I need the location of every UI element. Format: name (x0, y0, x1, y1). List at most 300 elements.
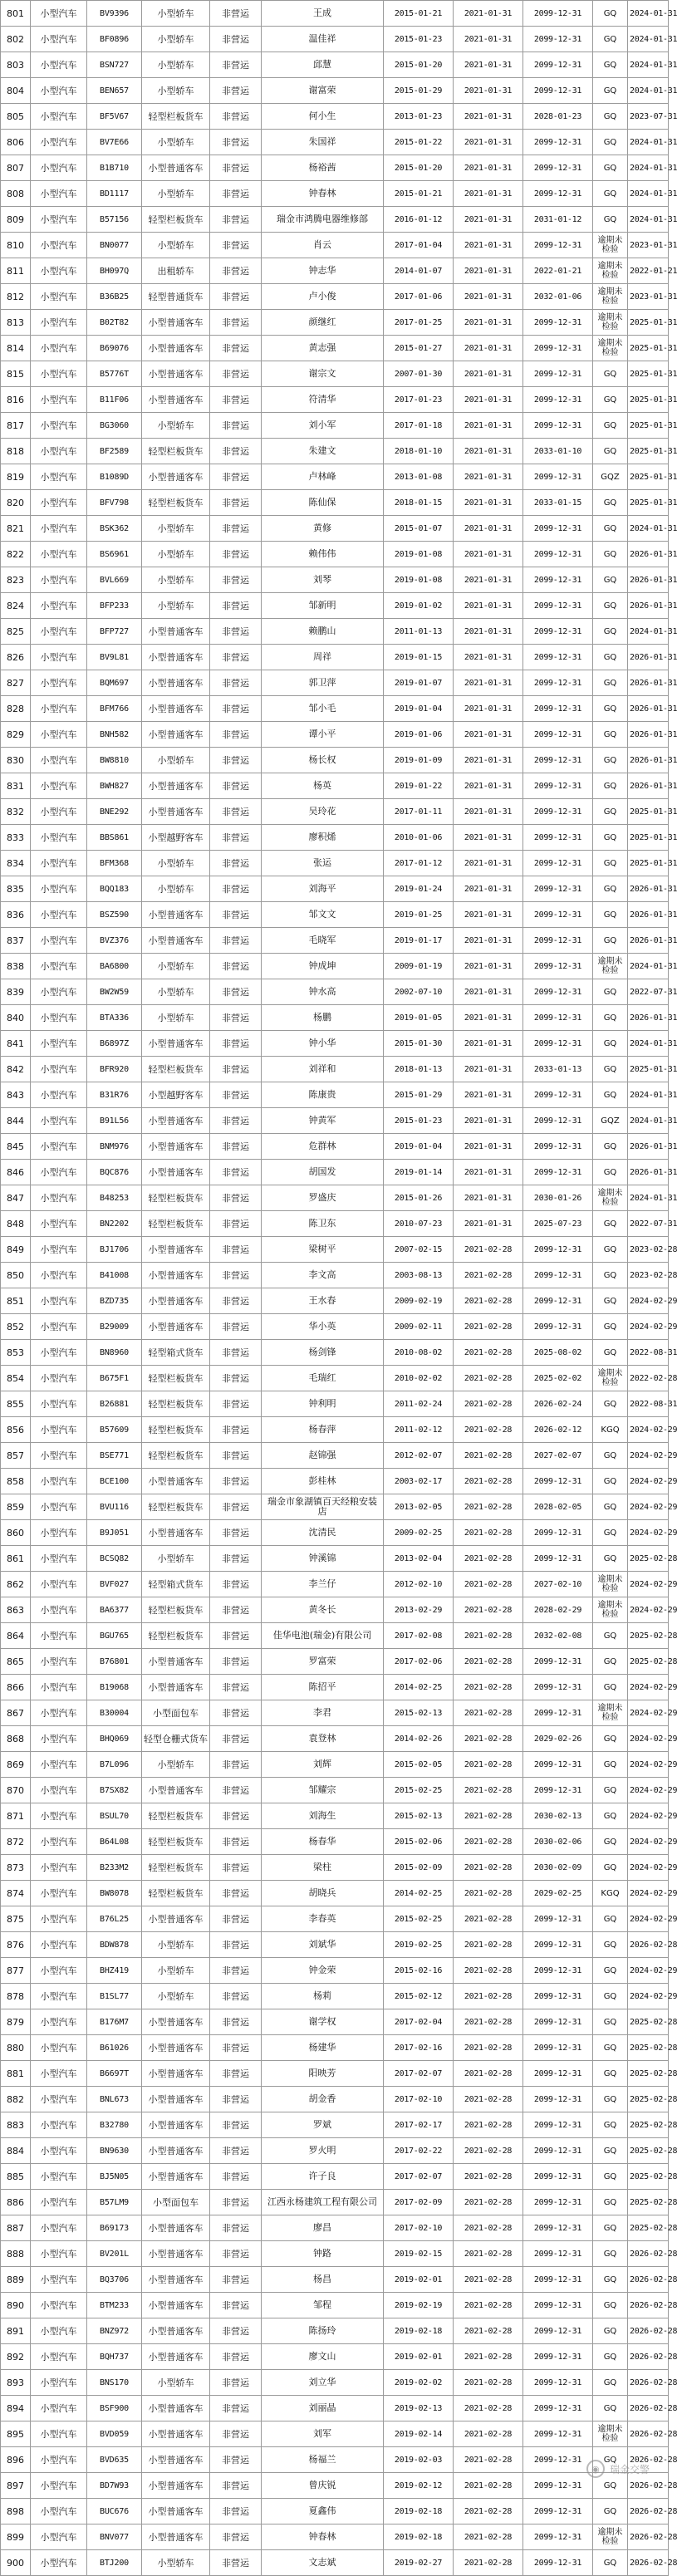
row-number: 888 (1, 2241, 31, 2267)
registration-date: 2019-02-14 (384, 2421, 454, 2447)
next-inspection-date: 2024-01-31 (628, 954, 669, 979)
registration-date: 2014-02-25 (384, 1881, 454, 1906)
vehicle-category: 小型汽车 (31, 2035, 87, 2061)
scrap-date: 2099-12-31 (523, 979, 593, 1005)
inspection-valid-until: 2021-01-31 (454, 1185, 523, 1211)
inspection-valid-until: 2021-02-28 (454, 1623, 523, 1649)
owner-name: 刘琴 (262, 567, 384, 593)
table-row (1, 1778, 669, 1803)
table-row (1, 567, 669, 593)
vehicle-category: 小型汽车 (31, 1546, 87, 1572)
owner-name: 危群林 (262, 1134, 384, 1160)
usage-nature: 非营运 (210, 1288, 262, 1314)
vehicle-type: 小型轿车 (142, 2370, 210, 2396)
next-inspection-date: 2024-02-29 (628, 1443, 669, 1469)
usage-nature: 非营运 (210, 1932, 262, 1958)
owner-name: 罗火明 (262, 2138, 384, 2164)
vehicle-category: 小型汽车 (31, 207, 87, 233)
registration-date: 2019-01-04 (384, 696, 454, 722)
vehicle-category: 小型汽车 (31, 2087, 87, 2112)
status-badge: GQ (593, 2035, 628, 2061)
vehicle-type: 小型普通客车 (142, 2215, 210, 2241)
vehicle-type: 小型普通客车 (142, 1134, 210, 1160)
owner-name: 杨英 (262, 773, 384, 799)
registration-date: 2017-02-09 (384, 2190, 454, 2215)
registration-date: 2017-02-16 (384, 2035, 454, 2061)
usage-nature: 非营运 (210, 670, 262, 696)
row-number: 852 (1, 1314, 31, 1340)
plate-number: B675F1 (87, 1366, 142, 1391)
inspection-valid-until: 2021-02-28 (454, 2344, 523, 2370)
inspection-valid-until: 2021-01-31 (454, 1, 523, 27)
plate-number: BD1117 (87, 181, 142, 207)
plate-number: BTJ200 (87, 2550, 142, 2576)
inspection-valid-until: 2021-01-31 (454, 233, 523, 258)
next-inspection-date: 2026-01-31 (628, 696, 669, 722)
table-row (1, 2061, 669, 2087)
vehicle-category: 小型汽车 (31, 773, 87, 799)
status-badge: GQ (593, 851, 628, 876)
next-inspection-date: 2024-02-29 (628, 1803, 669, 1829)
owner-name: 黄志强 (262, 336, 384, 361)
vehicle-type: 出租轿车 (142, 258, 210, 284)
registration-date: 2017-01-12 (384, 851, 454, 876)
vehicle-type: 小型普通客车 (142, 1675, 210, 1700)
registration-date: 2009-02-19 (384, 1288, 454, 1314)
owner-name: 刘海生 (262, 1803, 384, 1829)
next-inspection-date: 2025-02-28 (628, 2190, 669, 2215)
inspection-valid-until: 2021-02-28 (454, 2190, 523, 2215)
plate-number: BV201L (87, 2241, 142, 2267)
plate-number: BBS861 (87, 825, 142, 851)
vehicle-type: 小型普通客车 (142, 1108, 210, 1134)
status-badge: 逾期未检验 (593, 2421, 628, 2447)
vehicle-type: 小型轿车 (142, 1984, 210, 2009)
vehicle-type: 轻型箱式货车 (142, 1340, 210, 1366)
scrap-date: 2099-12-31 (523, 2550, 593, 2576)
table-row (1, 1984, 669, 2009)
status-badge: GQ (593, 2190, 628, 2215)
owner-name: 杨福兰 (262, 2447, 384, 2473)
vehicle-category: 小型汽车 (31, 1288, 87, 1314)
vehicle-type: 小型轿车 (142, 954, 210, 979)
owner-name: 毛瑞红 (262, 1366, 384, 1391)
vehicle-category: 小型汽车 (31, 2524, 87, 2550)
inspection-valid-until: 2021-02-28 (454, 1829, 523, 1855)
inspection-valid-until: 2021-02-28 (454, 1443, 523, 1469)
inspection-valid-until: 2021-01-31 (454, 27, 523, 52)
usage-nature: 非营运 (210, 2035, 262, 2061)
registration-date: 2019-01-04 (384, 1134, 454, 1160)
status-badge: GQ (593, 1057, 628, 1082)
status-badge: GQ (593, 2370, 628, 2396)
scrap-date: 2099-12-31 (523, 1263, 593, 1288)
usage-nature: 非营运 (210, 2550, 262, 2576)
table-row (1, 2550, 669, 2576)
status-badge: GQ (593, 413, 628, 439)
scrap-date: 2099-12-31 (523, 2421, 593, 2447)
row-number: 858 (1, 1469, 31, 1494)
vehicle-type: 轻型栏板货车 (142, 490, 210, 516)
vehicle-type: 轻型栏板货车 (142, 1829, 210, 1855)
status-badge: 逾期未检验 (593, 1597, 628, 1623)
plate-number: BJ1706 (87, 1237, 142, 1263)
table-row (1, 2524, 669, 2550)
table-row (1, 1726, 669, 1752)
scrap-date: 2099-12-31 (523, 1082, 593, 1108)
vehicle-type: 小型轿车 (142, 2550, 210, 2576)
usage-nature: 非营运 (210, 748, 262, 773)
table-row (1, 670, 669, 696)
row-number: 818 (1, 439, 31, 464)
table-row (1, 1082, 669, 1108)
next-inspection-date: 2024-02-29 (628, 1494, 669, 1520)
registration-date: 2019-02-18 (384, 2499, 454, 2524)
table-row (1, 825, 669, 851)
scrap-date: 2099-12-31 (523, 2447, 593, 2473)
vehicle-category: 小型汽车 (31, 1623, 87, 1649)
inspection-valid-until: 2021-02-28 (454, 2524, 523, 2550)
usage-nature: 非营运 (210, 2318, 262, 2344)
vehicle-type: 轻型栏板货车 (142, 1185, 210, 1211)
status-badge: GQ (593, 1546, 628, 1572)
plate-number: B233M2 (87, 1855, 142, 1881)
usage-nature: 非营运 (210, 516, 262, 542)
plate-number: B57156 (87, 207, 142, 233)
table-row (1, 1700, 669, 1726)
inspection-valid-until: 2021-02-28 (454, 1855, 523, 1881)
next-inspection-date: 2024-02-29 (628, 1700, 669, 1726)
vehicle-type: 小型普通客车 (142, 1031, 210, 1057)
inspection-valid-until: 2021-01-31 (454, 130, 523, 155)
scrap-date: 2099-12-31 (523, 2267, 593, 2293)
vehicle-type: 轻型栏板货车 (142, 1494, 210, 1520)
next-inspection-date: 2026-02-28 (628, 2344, 669, 2370)
vehicle-category: 小型汽车 (31, 2293, 87, 2318)
row-number: 880 (1, 2035, 31, 2061)
scrap-date: 2099-12-31 (523, 464, 593, 490)
owner-name: 钟溪锦 (262, 1546, 384, 1572)
vehicle-category: 小型汽车 (31, 2550, 87, 2576)
inspection-valid-until: 2021-01-31 (454, 181, 523, 207)
vehicle-type: 轻型栏板货车 (142, 1623, 210, 1649)
registration-date: 2009-02-11 (384, 1314, 454, 1340)
plate-number: B19068 (87, 1675, 142, 1700)
status-badge: GQ (593, 748, 628, 773)
vehicle-category: 小型汽车 (31, 954, 87, 979)
vehicle-type: 轻型栏板货车 (142, 1366, 210, 1391)
table-row (1, 155, 669, 181)
inspection-valid-until: 2021-02-28 (454, 2241, 523, 2267)
registration-date: 2019-01-15 (384, 645, 454, 670)
owner-name: 钟成坤 (262, 954, 384, 979)
vehicle-category: 小型汽车 (31, 387, 87, 413)
status-badge: GQ (593, 1906, 628, 1932)
table-row (1, 1494, 669, 1520)
vehicle-type: 小型普通客车 (142, 1469, 210, 1494)
next-inspection-date: 2024-02-29 (628, 1829, 669, 1855)
plate-number: BF5V67 (87, 104, 142, 130)
table-row (1, 2473, 669, 2499)
inspection-valid-until: 2021-02-28 (454, 1340, 523, 1366)
plate-number: B57609 (87, 1417, 142, 1443)
row-number: 884 (1, 2138, 31, 2164)
next-inspection-date: 2025-01-31 (628, 336, 669, 361)
vehicle-category: 小型汽车 (31, 2267, 87, 2293)
inspection-valid-until: 2021-01-31 (454, 619, 523, 645)
usage-nature: 非营运 (210, 27, 262, 52)
vehicle-type: 小型普通客车 (142, 2035, 210, 2061)
row-number: 837 (1, 928, 31, 954)
usage-nature: 非营运 (210, 1649, 262, 1675)
next-inspection-date: 2024-02-29 (628, 1314, 669, 1340)
inspection-valid-until: 2021-02-28 (454, 1597, 523, 1623)
usage-nature: 非营运 (210, 542, 262, 567)
owner-name: 彭桂林 (262, 1469, 384, 1494)
plate-number: B9J051 (87, 1520, 142, 1546)
row-number: 887 (1, 2215, 31, 2241)
owner-name: 毛晓军 (262, 928, 384, 954)
vehicle-category: 小型汽车 (31, 439, 87, 464)
plate-number: B7L096 (87, 1752, 142, 1778)
vehicle-type: 轻型栏板货车 (142, 1391, 210, 1417)
plate-number: BVD635 (87, 2447, 142, 2473)
next-inspection-date: 2024-01-31 (628, 1082, 669, 1108)
plate-number: BCSQ82 (87, 1546, 142, 1572)
owner-name: 杨莉 (262, 1984, 384, 2009)
row-number: 847 (1, 1185, 31, 1211)
registration-date: 2019-02-12 (384, 2473, 454, 2499)
status-badge: GQ (593, 773, 628, 799)
plate-number: B1B710 (87, 155, 142, 181)
vehicle-type: 轻型栏板货车 (142, 207, 210, 233)
table-row (1, 2499, 669, 2524)
scrap-date: 2099-12-31 (523, 645, 593, 670)
scrap-date: 2099-12-31 (523, 78, 593, 104)
table-row (1, 2138, 669, 2164)
vehicle-type: 小型普通客车 (142, 2318, 210, 2344)
row-number: 875 (1, 1906, 31, 1932)
vehicle-type: 小型轿车 (142, 979, 210, 1005)
registration-date: 2017-02-07 (384, 2061, 454, 2087)
vehicle-category: 小型汽车 (31, 645, 87, 670)
status-badge: GQ (593, 1, 628, 27)
inspection-valid-until: 2021-02-28 (454, 2421, 523, 2447)
row-number: 877 (1, 1958, 31, 1984)
next-inspection-date: 2023-02-28 (628, 1263, 669, 1288)
registration-date: 2019-02-01 (384, 2344, 454, 2370)
owner-name: 瑞金市象湖镇百天经粮安装店 (262, 1494, 384, 1520)
next-inspection-date: 2025-01-31 (628, 387, 669, 413)
usage-nature: 非营运 (210, 310, 262, 336)
vehicle-type: 小型普通客车 (142, 464, 210, 490)
next-inspection-date: 2026-02-28 (628, 2396, 669, 2421)
status-badge: GQ (593, 439, 628, 464)
inspection-valid-until: 2021-02-28 (454, 2550, 523, 2576)
vehicle-type: 小型普通客车 (142, 2087, 210, 2112)
status-badge: GQ (593, 2344, 628, 2370)
table-row (1, 1958, 669, 1984)
vehicle-type: 小型普通客车 (142, 2396, 210, 2421)
registration-date: 2019-02-03 (384, 2447, 454, 2473)
registration-date: 2017-01-04 (384, 233, 454, 258)
usage-nature: 非营运 (210, 1520, 262, 1546)
next-inspection-date: 2026-02-28 (628, 2473, 669, 2499)
inspection-valid-until: 2021-01-31 (454, 670, 523, 696)
table-row (1, 1546, 669, 1572)
scrap-date: 2099-12-31 (523, 542, 593, 567)
owner-name: 钟春林 (262, 2524, 384, 2550)
vehicle-type: 小型普通客车 (142, 2138, 210, 2164)
vehicle-type: 小型普通客车 (142, 2164, 210, 2190)
table-row (1, 1829, 669, 1855)
watermark-text: 瑞金交警 (609, 2463, 650, 2475)
next-inspection-date: 2025-01-31 (628, 439, 669, 464)
usage-nature: 非营运 (210, 336, 262, 361)
row-number: 885 (1, 2164, 31, 2190)
usage-nature: 非营运 (210, 181, 262, 207)
usage-nature: 非营运 (210, 1803, 262, 1829)
status-badge: GQ (593, 1031, 628, 1057)
owner-name: 杨建华 (262, 2035, 384, 2061)
owner-name: 文志斌 (262, 2550, 384, 2576)
inspection-valid-until: 2021-02-28 (454, 1932, 523, 1958)
scrap-date: 2099-12-31 (523, 2112, 593, 2138)
registration-date: 2019-02-13 (384, 2396, 454, 2421)
registration-date: 2007-01-30 (384, 361, 454, 387)
next-inspection-date: 2025-01-31 (628, 310, 669, 336)
status-badge: GQ (593, 1958, 628, 1984)
plate-number: BD7W93 (87, 2473, 142, 2499)
vehicle-category: 小型汽车 (31, 1829, 87, 1855)
usage-nature: 非营运 (210, 2499, 262, 2524)
row-number: 863 (1, 1597, 31, 1623)
next-inspection-date: 2025-02-28 (628, 1546, 669, 1572)
scrap-date: 2099-12-31 (523, 1520, 593, 1546)
usage-nature: 非营运 (210, 799, 262, 825)
next-inspection-date: 2024-02-29 (628, 1572, 669, 1597)
row-number: 838 (1, 954, 31, 979)
vehicle-category: 小型汽车 (31, 258, 87, 284)
row-number: 810 (1, 233, 31, 258)
vehicle-type: 小型轿车 (142, 748, 210, 773)
plate-number: B76L25 (87, 1906, 142, 1932)
status-badge: GQ (593, 2447, 628, 2473)
row-number: 805 (1, 104, 31, 130)
vehicle-type: 小型普通客车 (142, 645, 210, 670)
registration-date: 2019-01-24 (384, 876, 454, 902)
inspection-valid-until: 2021-01-31 (454, 464, 523, 490)
row-number: 820 (1, 490, 31, 516)
status-badge: GQ (593, 619, 628, 645)
registration-date: 2014-01-07 (384, 258, 454, 284)
inspection-valid-until: 2021-01-31 (454, 1108, 523, 1134)
registration-date: 2019-01-25 (384, 902, 454, 928)
next-inspection-date: 2024-02-29 (628, 1520, 669, 1546)
next-inspection-date: 2024-01-31 (628, 207, 669, 233)
registration-date: 2011-02-24 (384, 1391, 454, 1417)
scrap-date: 2030-02-13 (523, 1803, 593, 1829)
vehicle-type: 小型普通客车 (142, 155, 210, 181)
registration-date: 2015-02-25 (384, 1778, 454, 1803)
vehicle-type: 小型普通客车 (142, 722, 210, 748)
vehicle-category: 小型汽车 (31, 1778, 87, 1803)
plate-number: BFM766 (87, 696, 142, 722)
usage-nature: 非营运 (210, 104, 262, 130)
plate-number: BZD735 (87, 1288, 142, 1314)
table-row (1, 1108, 669, 1134)
status-badge: GQ (593, 490, 628, 516)
row-number: 845 (1, 1134, 31, 1160)
owner-name: 刘海平 (262, 876, 384, 902)
next-inspection-date: 2022-08-31 (628, 1391, 669, 1417)
status-badge: GQ (593, 181, 628, 207)
table-row (1, 954, 669, 979)
usage-nature: 非营运 (210, 439, 262, 464)
inspection-valid-until: 2021-01-31 (454, 207, 523, 233)
row-number: 839 (1, 979, 31, 1005)
next-inspection-date: 2026-02-28 (628, 2421, 669, 2447)
table-row (1, 1366, 669, 1391)
scrap-date: 2099-12-31 (523, 336, 593, 361)
vehicle-type: 小型普通客车 (142, 696, 210, 722)
usage-nature: 非营运 (210, 2241, 262, 2267)
usage-nature: 非营运 (210, 1958, 262, 1984)
scrap-date: 2099-12-31 (523, 2318, 593, 2344)
table-row (1, 336, 669, 361)
owner-name: 罗富荣 (262, 1649, 384, 1675)
next-inspection-date: 2024-01-31 (628, 1031, 669, 1057)
owner-name: 钟小华 (262, 1031, 384, 1057)
row-number: 861 (1, 1546, 31, 1572)
scrap-date: 2033-01-13 (523, 1057, 593, 1082)
scrap-date: 2099-12-31 (523, 2396, 593, 2421)
row-number: 844 (1, 1108, 31, 1134)
inspection-valid-until: 2021-02-28 (454, 1288, 523, 1314)
scrap-date: 2099-12-31 (523, 1649, 593, 1675)
status-badge: GQ (593, 387, 628, 413)
inspection-valid-until: 2021-02-28 (454, 2370, 523, 2396)
vehicle-category: 小型汽车 (31, 799, 87, 825)
vehicle-category: 小型汽车 (31, 542, 87, 567)
vehicle-type: 轻型栏板货车 (142, 1855, 210, 1881)
row-number: 822 (1, 542, 31, 567)
next-inspection-date: 2026-02-28 (628, 2499, 669, 2524)
scrap-date: 2030-01-26 (523, 1185, 593, 1211)
plate-number: BF0896 (87, 27, 142, 52)
scrap-date: 2099-12-31 (523, 155, 593, 181)
usage-nature: 非营运 (210, 851, 262, 876)
owner-name: 颜继红 (262, 310, 384, 336)
vehicle-type: 小型普通客车 (142, 670, 210, 696)
row-number: 807 (1, 155, 31, 181)
vehicle-type: 轻型栏板货车 (142, 1597, 210, 1623)
owner-name: 邹耀宗 (262, 1778, 384, 1803)
table-row (1, 1572, 669, 1597)
inspection-valid-until: 2021-02-28 (454, 2318, 523, 2344)
table-row (1, 387, 669, 413)
table-row (1, 1932, 669, 1958)
next-inspection-date: 2026-01-31 (628, 748, 669, 773)
next-inspection-date: 2025-02-28 (628, 2035, 669, 2061)
registration-date: 2015-01-26 (384, 1185, 454, 1211)
next-inspection-date: 2024-02-29 (628, 1906, 669, 1932)
row-number: 895 (1, 2421, 31, 2447)
table-row (1, 361, 669, 387)
status-badge: GQ (593, 2112, 628, 2138)
vehicle-type: 小型普通客车 (142, 773, 210, 799)
next-inspection-date: 2025-01-31 (628, 361, 669, 387)
